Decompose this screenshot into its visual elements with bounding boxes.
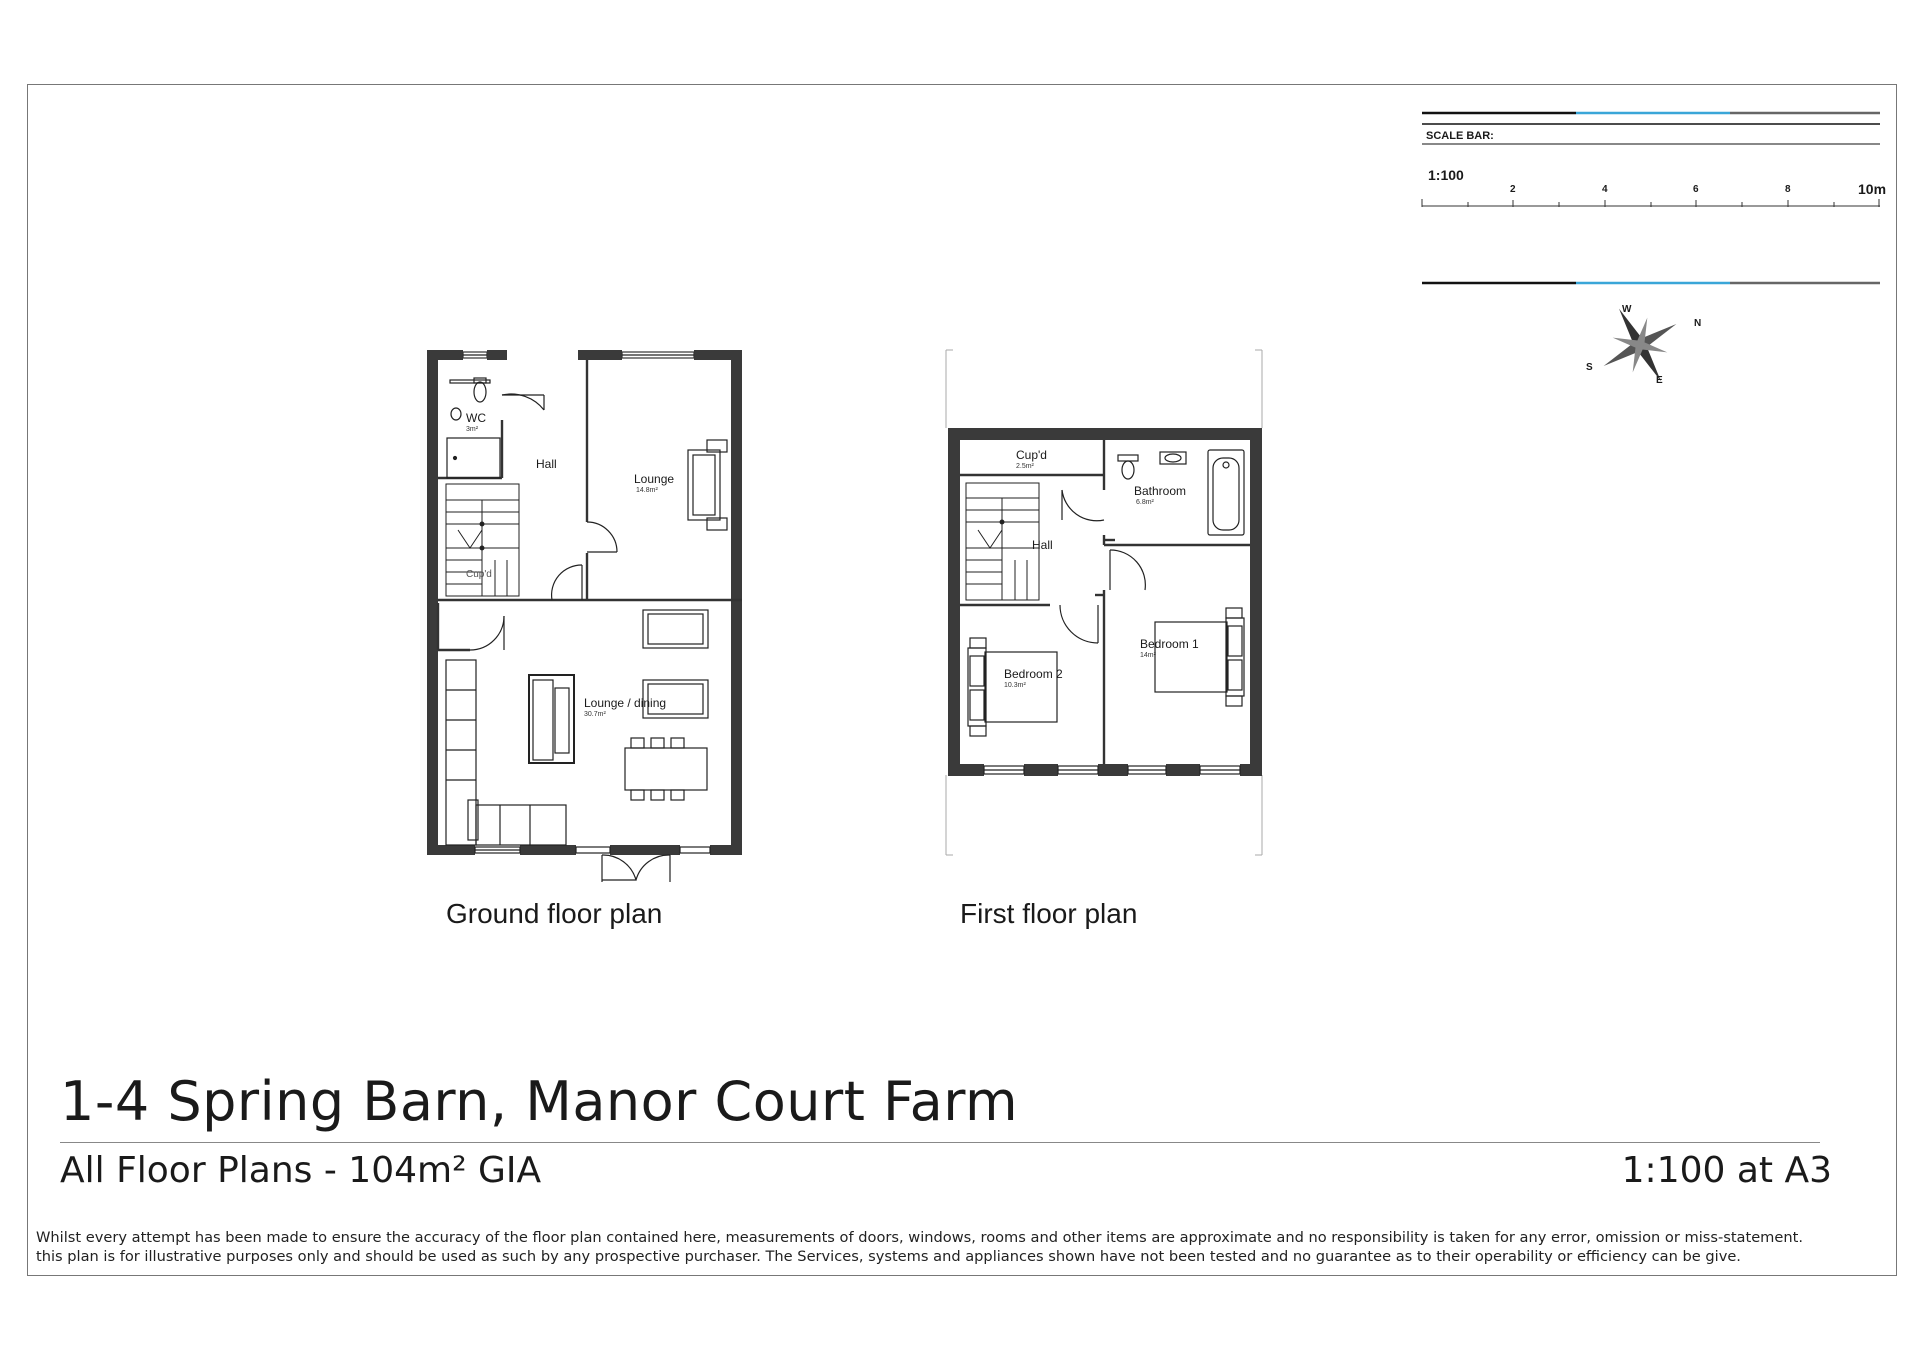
page-subtitle: All Floor Plans - 104m² GIA <box>60 1150 542 1191</box>
drawing-scale: 1:100 at A3 <box>1621 1150 1832 1191</box>
scale-bar-tick-2: 2 <box>1510 184 1516 195</box>
disclaimer-line-1: Whilst every attempt has been made to ensure the accuracy of the floor plan contained here, measurements of doors, windows, rooms and other items are approximate and no responsibility is taken for any error, omission or miss-statement. <box>36 1229 1803 1246</box>
room-hall-label: Hall <box>536 457 557 471</box>
scale-bar-tick-4: 4 <box>1602 184 1608 195</box>
room-bathroom-label: Bathroom <box>1134 484 1187 498</box>
compass-rose-icon <box>1583 288 1698 403</box>
room-lounge-dining-label: Lounge / dining <box>584 696 667 710</box>
scale-bar-tick-6: 6 <box>1693 184 1699 195</box>
room-cupd-label: Cup'd <box>466 569 492 580</box>
room-cupd-first-label: Cup'd <box>1016 448 1047 462</box>
disclaimer <box>36 1228 1886 1266</box>
scale-bar-tick-8: 8 <box>1785 184 1791 195</box>
room-wc-label: WC <box>466 411 486 425</box>
title-divider <box>60 1142 1820 1143</box>
room-lounge-area: 14.8m² <box>636 487 658 494</box>
room-cupd-first-area: 2.5m² <box>1016 463 1034 470</box>
compass-n: N <box>1694 318 1702 329</box>
scale-bar-ratio: 1:100 <box>1428 167 1464 183</box>
first-floor-plan-label: First floor plan <box>960 898 1138 929</box>
room-wc-area: 3m² <box>466 426 479 433</box>
scale-bar-label: SCALE BAR: <box>1426 130 1494 142</box>
room-bedroom2-area: 10.3m² <box>1004 682 1026 689</box>
room-lounge-label: Lounge <box>634 472 675 486</box>
scale-bar-end-label: 10m <box>1858 181 1887 197</box>
room-bedroom1-area: 14m² <box>1140 652 1156 659</box>
ground-floor-plan-label: Ground floor plan <box>446 898 663 929</box>
compass-e: E <box>1656 375 1663 386</box>
compass-w: W <box>1622 304 1632 315</box>
room-bedroom1-label: Bedroom 1 <box>1140 637 1199 651</box>
compass-s: S <box>1586 362 1593 373</box>
room-bathroom-area: 6.8m² <box>1136 499 1154 506</box>
disclaimer-line-2: this plan is for illustrative purposes only and should be used as such by any prospective purchaser. The Services, systems and appliances shown have not been tested and no guarantee as to their operability or efficiency can be give. <box>36 1248 1741 1265</box>
first-floor-plan <box>946 350 1262 855</box>
room-lounge-dining-area: 30.7m² <box>584 711 606 718</box>
page-title: 1-4 Spring Barn, Manor Court Farm <box>60 1070 1019 1133</box>
room-hall-first-label: Hall <box>1032 538 1053 552</box>
room-bedroom2-label: Bedroom 2 <box>1004 667 1063 681</box>
